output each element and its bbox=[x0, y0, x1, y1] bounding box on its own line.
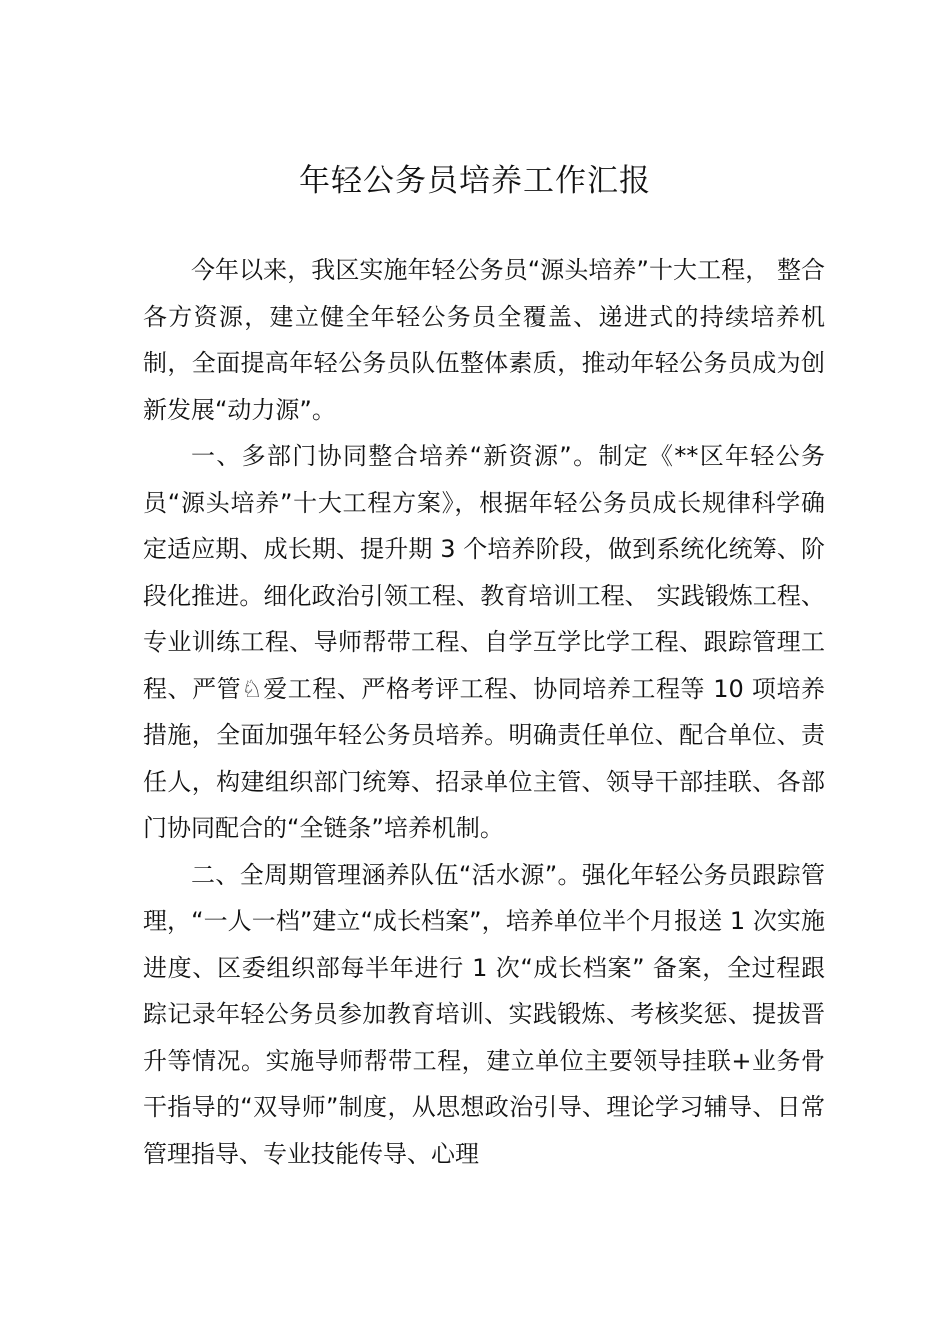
paragraph-section-two: 二、全周期管理涵养队伍“活水源”。强化年轻公务员跟踪管理，“一人一档”建立“成长档案”，培养单位半个月报送 1 次实施进度、区委组织部每半年进行 1 次“成长档案” 备案，全过程跟踪记录年轻公务员参加教育培训、实践锻炼、考核奖惩、提拔晋升等情况。实施导师帮带工程，建立单位主要领导挂联+业务骨干指导的“双导师”制度，从思想政治引导、理论学习辅导、日常管理指导、专业技能传导、心理 bbox=[143, 860, 825, 1168]
paragraph-section-one: 一、多部门协同整合培养“新资源”。制定《**区年轻公务员“源头培养”十大工程方案》，根据年轻公务员成长规律科学确定适应期、成长期、提升期 3 个培养阶段，做到系统化统筹、阶段化推进。细化政治引领工程、教育培训工程、 实践锻炼工程、专业训练工程、导师帮带工程、自学互学比学工程、跟踪管理工程、严管♘爱工程、严格考评工程、协同培养工程等 10 项培养措施，全面加强年轻公务员培养。明确责任单位、配合单位、责任人，构建组织部门统筹、招录单位主管、领导干部挂联、各部门协同配合的“全链条”培养机制。 bbox=[143, 442, 825, 842]
document-title: 年轻公务员培养工作汇报 bbox=[299, 163, 651, 199]
paragraph-intro: 今年以来，我区实施年轻公务员“源头培养”十大工程， 整合各方资源，建立健全年轻公务员全覆盖、递进式的持续培养机制，全面提高年轻公务员队伍整体素质，推动年轻公务员成为创新发展“动力源”。 bbox=[143, 256, 825, 424]
document-body bbox=[143, 247, 825, 1177]
